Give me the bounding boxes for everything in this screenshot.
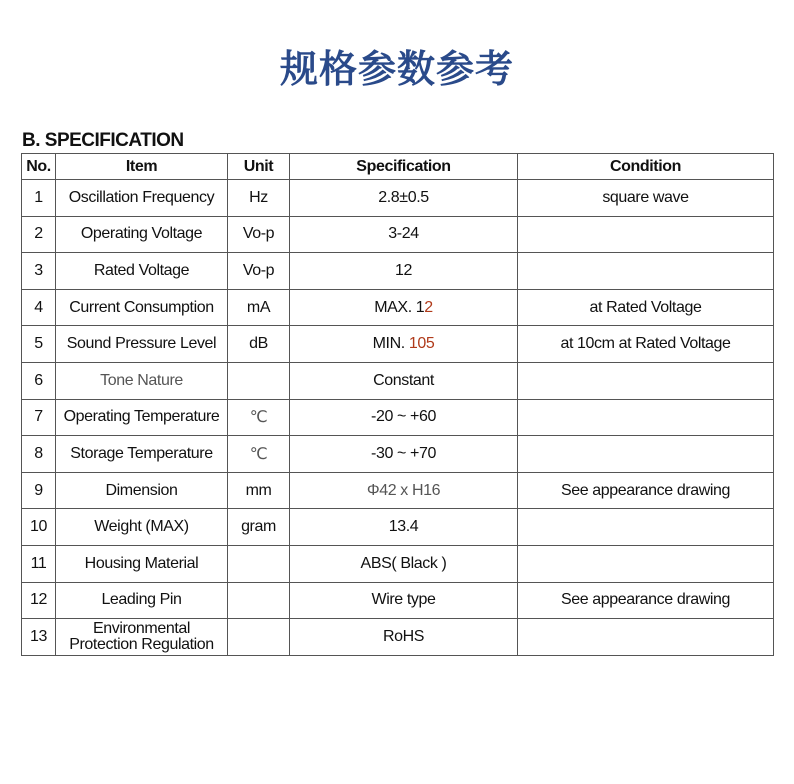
cell-no: 1 <box>22 180 56 217</box>
cell-unit <box>228 545 290 582</box>
cell-condition: at 10cm at Rated Voltage <box>518 326 774 363</box>
cell-condition: See appearance drawing <box>518 582 774 619</box>
cell-no: 4 <box>22 289 56 326</box>
table-header-row <box>22 154 774 180</box>
table-row <box>22 216 774 253</box>
cell-condition: at Rated Voltage <box>518 289 774 326</box>
cell-item-line-1: Environmental <box>92 619 191 637</box>
spec-text: Φ42 x H16 <box>366 481 441 499</box>
cell-specification <box>290 545 518 582</box>
cell-item: Dimension <box>56 472 228 509</box>
spec-text: 12 <box>395 261 412 279</box>
cell-condition <box>518 253 774 290</box>
spec-text: Wire type <box>371 591 436 609</box>
table-body <box>22 180 774 656</box>
specification-table <box>21 153 774 656</box>
table-row <box>22 180 774 217</box>
cell-item: Weight (MAX) <box>56 509 228 546</box>
spec-text: 2.8±0.5 <box>378 188 429 206</box>
cell-condition <box>518 509 774 546</box>
table-header <box>22 154 774 180</box>
cell-item: Leading Pin <box>56 582 228 619</box>
cell-condition <box>518 619 774 656</box>
cell-unit <box>228 362 290 399</box>
cell-no: 11 <box>22 545 56 582</box>
table-row <box>22 326 774 363</box>
section-title: B. SPECIFICATION <box>22 130 184 151</box>
spec-text: -30 ~ +70 <box>371 444 436 462</box>
cell-item: Tone Nature <box>56 362 228 399</box>
header-item: Item <box>56 154 228 180</box>
table-row <box>22 362 774 399</box>
spec-text: 13.4 <box>388 518 419 536</box>
cell-condition <box>518 399 774 436</box>
cell-unit <box>228 582 290 619</box>
cell-no: 8 <box>22 436 56 473</box>
cell-item: Sound Pressure Level <box>56 326 228 363</box>
spec-text: RoHS <box>382 627 425 645</box>
table-row <box>22 289 774 326</box>
cell-unit: ℃ <box>228 399 290 436</box>
cell-no: 10 <box>22 509 56 546</box>
cell-condition <box>518 362 774 399</box>
cell-item: Operating Temperature <box>56 399 228 436</box>
cell-unit <box>228 619 290 656</box>
cell-item-line-2: Protection Regulation <box>69 635 214 653</box>
cell-item: Current Consumption <box>56 289 228 326</box>
cell-no: 5 <box>22 326 56 363</box>
cell-item <box>56 619 228 656</box>
spec-text: MAX. 1 <box>374 298 425 316</box>
table-row <box>22 619 774 656</box>
cell-unit: Vo-p <box>228 253 290 290</box>
cell-no: 3 <box>22 253 56 290</box>
cell-no: 12 <box>22 582 56 619</box>
cell-specification <box>290 472 518 509</box>
cell-specification <box>290 326 518 363</box>
table-row <box>22 399 774 436</box>
cell-unit: mA <box>228 289 290 326</box>
cell-no: 6 <box>22 362 56 399</box>
cell-specification <box>290 253 518 290</box>
spec-text: 3-24 <box>388 225 419 243</box>
cell-no: 9 <box>22 472 56 509</box>
cell-unit: Vo-p <box>228 216 290 253</box>
page-title: 规格参数参考 <box>279 47 514 91</box>
header-condition: Condition <box>518 154 774 180</box>
cell-specification <box>290 180 518 217</box>
cell-item: Housing Material <box>56 545 228 582</box>
table-row <box>22 436 774 473</box>
cell-condition <box>518 436 774 473</box>
cell-unit: ℃ <box>228 436 290 473</box>
cell-no: 7 <box>22 399 56 436</box>
cell-specification <box>290 619 518 656</box>
cell-item: Rated Voltage <box>56 253 228 290</box>
table-row <box>22 253 774 290</box>
table-row <box>22 545 774 582</box>
spec-text: -20 ~ +60 <box>371 408 436 426</box>
spec-text: Constant <box>373 371 434 389</box>
table-row <box>22 582 774 619</box>
cell-item: Storage Temperature <box>56 436 228 473</box>
cell-unit: dB <box>228 326 290 363</box>
header-no: No. <box>22 154 56 180</box>
table-row <box>22 472 774 509</box>
cell-specification <box>290 289 518 326</box>
cell-no: 13 <box>22 619 56 656</box>
header-specification: Specification <box>290 154 518 180</box>
cell-no: 2 <box>22 216 56 253</box>
spec-text: ABS( Black ) <box>360 554 447 572</box>
spec-accent-value: 2 <box>424 298 433 316</box>
spec-text: MIN. <box>372 335 409 353</box>
cell-specification <box>290 582 518 619</box>
cell-unit: mm <box>228 472 290 509</box>
table-row <box>22 509 774 546</box>
cell-unit: gram <box>228 509 290 546</box>
header-unit: Unit <box>228 154 290 180</box>
cell-unit: Hz <box>228 180 290 217</box>
cell-item: Oscillation Frequency <box>56 180 228 217</box>
cell-item: Operating Voltage <box>56 216 228 253</box>
cell-specification <box>290 216 518 253</box>
cell-specification <box>290 362 518 399</box>
cell-condition: See appearance drawing <box>518 472 774 509</box>
spec-accent-value: 105 <box>408 335 435 353</box>
cell-condition: square wave <box>518 180 774 217</box>
cell-condition <box>518 545 774 582</box>
cell-specification <box>290 399 518 436</box>
cell-specification <box>290 509 518 546</box>
cell-condition <box>518 216 774 253</box>
cell-specification <box>290 436 518 473</box>
